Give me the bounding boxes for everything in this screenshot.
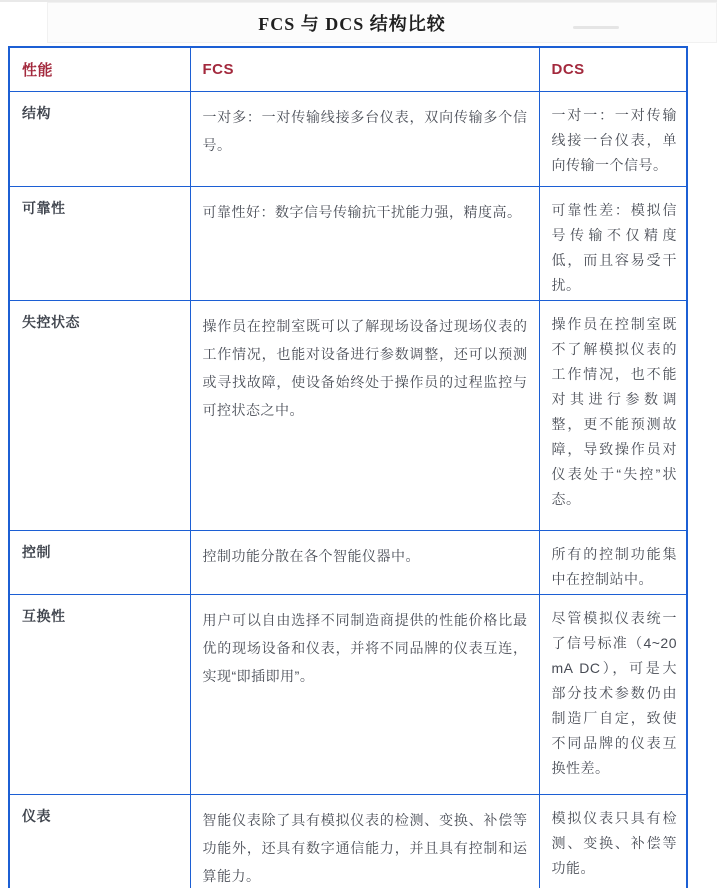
header-cell-fcs: FCS [190,47,539,92]
dcs-cell-interchangeability: 尽管模拟仪表统一了信号标准（4~20 mA DC），可是大部分技术参数仍由制造厂自定，致使不同品牌的仪表互换性差。 [539,595,687,795]
page-title: FCS 与 DCS 结构比较 [258,13,446,34]
dcs-cell-control: 所有的控制功能集中在控制站中。 [539,531,687,595]
table-row [9,92,687,187]
table-row [9,531,687,595]
table-row [9,595,687,795]
fcs-cell-instrument: 智能仪表除了具有模拟仪表的检测、变换、补偿等功能外，还具有数字通信能力，并且具有控制和运算能力。 [190,795,539,888]
fcs-cell-out-of-control: 操作员在控制室既可以了解现场设备过现场仪表的工作情况，也能对设备进行参数调整，还可以预测或寻找故障，使设备始终处于操作员的过程监控与可控状态之中。 [190,301,539,531]
fcs-cell-interchangeability: 用户可以自由选择不同制造商提供的性能价格比最优的现场设备和仪表，并将不同品牌的仪表互连，实现“即插即用”。 [190,595,539,795]
dcs-cell-instrument: 模拟仪表只具有检测、变换、补偿等功能。 [539,795,687,888]
header-cell-performance: 性能 [9,47,190,92]
row-label-structure: 结构 [9,92,190,187]
dcs-cell-structure: 一对一：一对传输线接一台仪表，单向传输一个信号。 [539,92,687,187]
comparison-table [8,46,688,888]
row-label-instrument: 仪表 [9,795,190,888]
table-row [9,301,687,531]
fcs-cell-reliability: 可靠性好：数字信号传输抗干扰能力强，精度高。 [190,187,539,301]
dcs-cell-reliability: 可靠性差：模拟信号传输不仅精度低，而且容易受干扰。 [539,187,687,301]
row-label-out-of-control: 失控状态 [9,301,190,531]
table-row [9,795,687,888]
row-label-reliability: 可靠性 [9,187,190,301]
row-label-interchangeability: 互换性 [9,595,190,795]
title-box [47,2,717,43]
fcs-cell-structure: 一对多：一对传输线接多台仪表，双向传输多个信号。 [190,92,539,187]
table-row [9,187,687,301]
header-cell-dcs: DCS [539,47,687,92]
dcs-cell-out-of-control: 操作员在控制室既不了解模拟仪表的工作情况，也不能对其进行参数调整，更不能预测故障，导致操作员对仪表处于“失控”状态。 [539,301,687,531]
scan-artifact-mark [573,26,619,29]
fcs-cell-control: 控制功能分散在各个智能仪器中。 [190,531,539,595]
row-label-control: 控制 [9,531,190,595]
table-header-row [9,47,687,92]
